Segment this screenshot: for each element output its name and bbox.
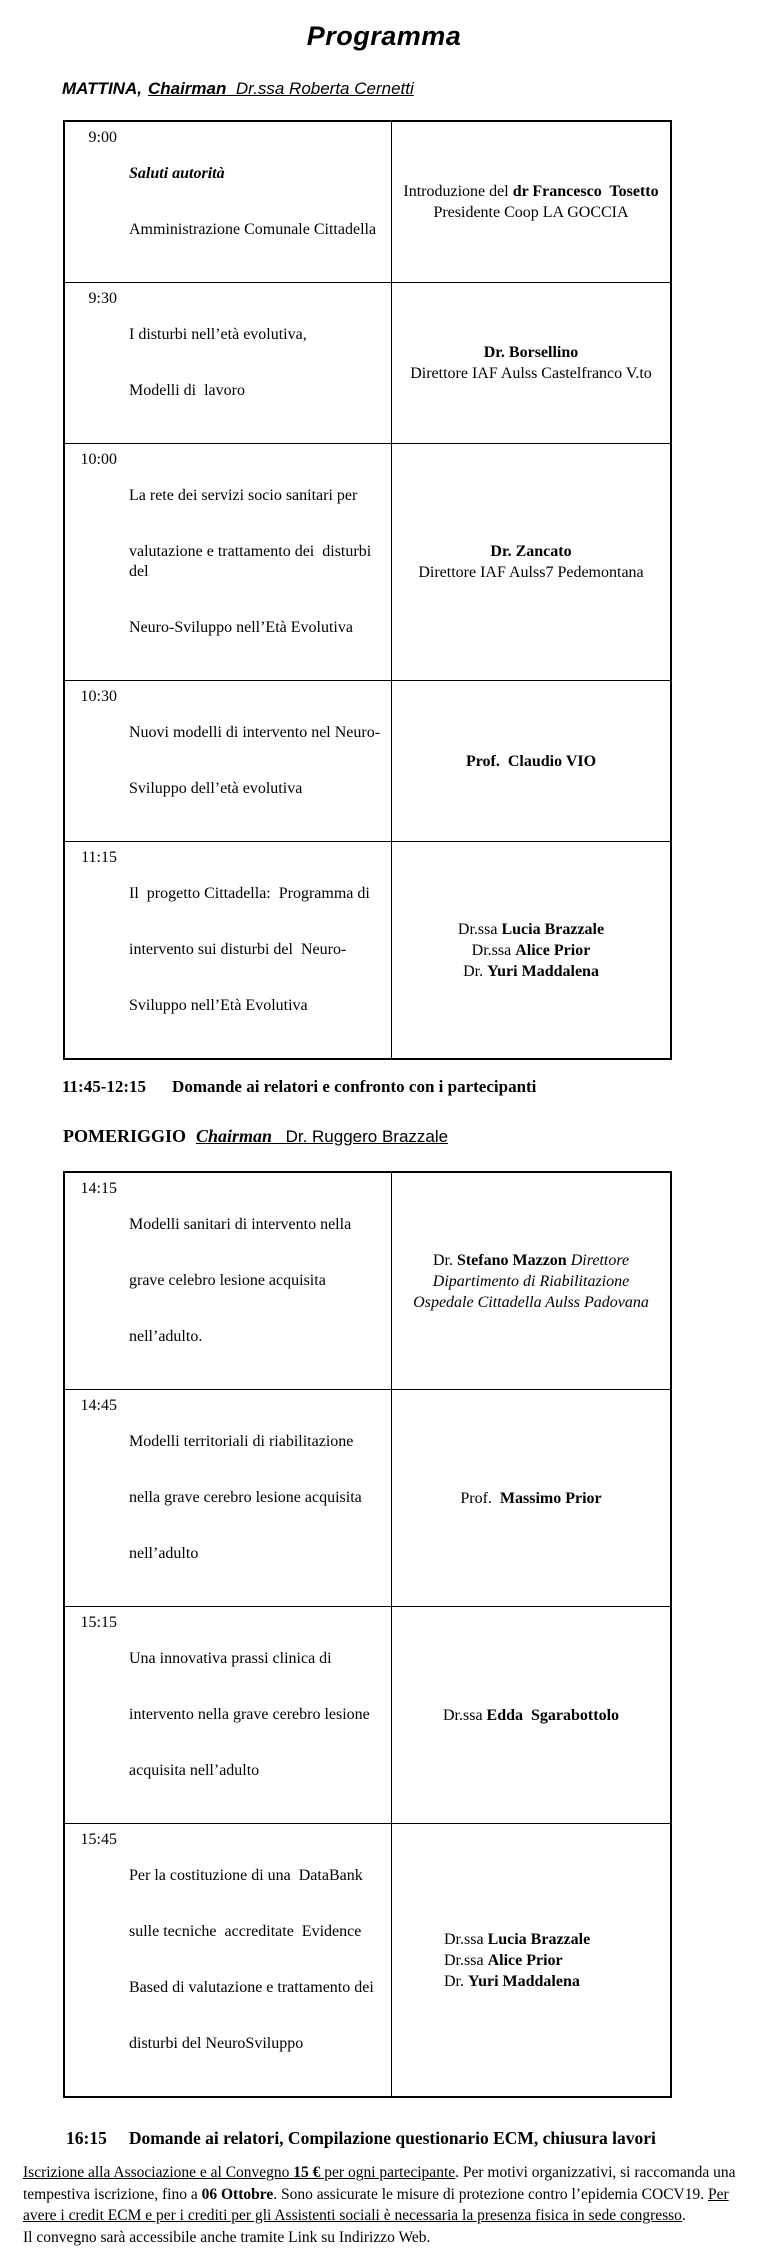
- topic-line: Sviluppo dell’età evolutiva: [129, 779, 380, 799]
- footer-notes: [23, 2162, 745, 2248]
- speaker-name: Dr. Zancato: [490, 541, 571, 562]
- topic-line: Saluti autorità: [129, 164, 376, 184]
- speaker-role: Direttore IAF Aulss7 Pedemontana: [418, 562, 643, 583]
- session-topic: [129, 1830, 374, 2090]
- afternoon-program-table: [63, 1171, 672, 2098]
- topic-line: Modelli territoriali di riabilitazione: [129, 1432, 362, 1452]
- table-row: [65, 841, 670, 1058]
- session-time: 9:00: [71, 128, 117, 148]
- session-time: 9:30: [71, 289, 117, 309]
- table-row: [65, 1823, 670, 2096]
- speaker-name: Yuri Maddalena: [487, 963, 599, 980]
- topic-line: intervento nella grave cerebro lesione: [129, 1705, 370, 1725]
- session-speaker: Dr. Stefano Mazzon Direttore Dipartimento di Riabilitazione Ospedale Cittadella Aulss Padovana: [392, 1173, 670, 1389]
- speaker-role: Presidente Coop LA GOCCIA: [433, 202, 628, 223]
- topic-line: Modelli di lavoro: [129, 381, 307, 401]
- topic-line: Per la costituzione di una DataBank: [129, 1866, 374, 1886]
- chairman-name: Dr.ssa Roberta Cernetti: [236, 79, 414, 98]
- speaker-name: Alice Prior: [515, 942, 590, 959]
- session-speaker: Prof. Massimo Prior: [392, 1390, 670, 1606]
- closing-session-note: [66, 2126, 768, 2150]
- table-row: [65, 1173, 670, 1389]
- speaker-role: Ospedale Cittadella Aulss Padovana: [413, 1292, 649, 1313]
- session-time: 11:15: [71, 848, 117, 868]
- table-row: [65, 282, 670, 443]
- session-speaker: [392, 444, 670, 680]
- topic-line: nell’adulto.: [129, 1327, 351, 1347]
- topic-line: I disturbi nell’età evolutiva,: [129, 325, 307, 345]
- session-time: 10:00: [71, 450, 117, 470]
- table-row: [65, 1389, 670, 1606]
- session-speaker: [392, 283, 670, 443]
- speaker-role: Dipartimento di Riabilitazione: [433, 1271, 629, 1292]
- session-topic: [129, 687, 380, 835]
- session-topic: [129, 128, 376, 276]
- speaker-name: Dr. Borsellino: [484, 342, 579, 363]
- afternoon-section-label: POMERIGGIO: [63, 1126, 186, 1146]
- topic-line: disturbi del NeuroSviluppo: [129, 2034, 374, 2054]
- session-time: 14:45: [71, 1396, 117, 1416]
- session-time: 15:45: [71, 1830, 117, 1850]
- speaker-name: Prof. Claudio VIO: [466, 751, 596, 772]
- session-speaker: Introduzione del dr Francesco Tosetto Presidente Coop LA GOCCIA: [392, 122, 670, 282]
- topic-line: Neuro-Sviluppo nell’Età Evolutiva: [129, 618, 387, 638]
- topic-line: Una innovativa prassi clinica di: [129, 1649, 370, 1669]
- qa-time: 11:45-12:15: [62, 1077, 146, 1096]
- topic-line: Il progetto Cittadella: Programma di: [129, 884, 370, 904]
- session-topic: [129, 289, 307, 437]
- speaker-role: Direttore IAF Aulss Castelfranco V.to: [410, 363, 652, 384]
- topic-line: sulle tecniche accreditate Evidence: [129, 1922, 374, 1942]
- topic-line: nella grave cerebro lesione acquisita: [129, 1488, 362, 1508]
- topic-line: grave celebro lesione acquisita: [129, 1271, 351, 1291]
- topic-line: nell’adulto: [129, 1544, 362, 1564]
- closing-time: 16:15: [66, 2128, 107, 2148]
- session-speaker: Dr.ssa Edda Sgarabottolo: [392, 1607, 670, 1823]
- session-time: 10:30: [71, 687, 117, 707]
- session-time: 15:15: [71, 1613, 117, 1633]
- topic-line: acquisita nell’adulto: [129, 1761, 370, 1781]
- session-speaker: [392, 681, 670, 841]
- speaker-name: dr Francesco Tosetto: [513, 183, 659, 200]
- session-speaker: Dr.ssa Lucia Brazzale Dr.ssa Alice Prior Dr. Yuri Maddalena: [392, 842, 670, 1058]
- page-title: Programma: [0, 20, 768, 52]
- qa-text: Domande ai relatori e confronto con i partecipanti: [172, 1077, 536, 1096]
- session-topic: [129, 1613, 370, 1817]
- chairman-name: Dr. Ruggero Brazzale: [286, 1127, 449, 1146]
- web-access-paragraph: Il convegno sarà accessibile anche tramite Link su Indirizzo Web.: [23, 2227, 745, 2248]
- chairman-label: Chairman: [148, 79, 226, 98]
- speaker-name: Massimo Prior: [500, 1490, 602, 1507]
- chairman-label: Chairman: [196, 1126, 272, 1146]
- speaker-name: Yuri Maddalena: [468, 1973, 580, 1990]
- speaker-name: Lucia Brazzale: [501, 921, 604, 938]
- session-topic: [129, 848, 370, 1052]
- table-row: [65, 443, 670, 680]
- speaker-name: Lucia Brazzale: [488, 1931, 591, 1948]
- morning-program-table: [63, 120, 672, 1060]
- speaker-name: Alice Prior: [488, 1952, 563, 1969]
- table-row: [65, 680, 670, 841]
- table-row: [65, 122, 670, 282]
- topic-line: intervento sui disturbi del Neuro-: [129, 940, 370, 960]
- qa-session-note: [62, 1076, 768, 1098]
- table-row: [65, 1606, 670, 1823]
- session-time: 14:15: [71, 1179, 117, 1199]
- topic-line: Amministrazione Comunale Cittadella: [129, 220, 376, 240]
- topic-line: Nuovi modelli di intervento nel Neuro-: [129, 723, 380, 743]
- topic-line: Modelli sanitari di intervento nella: [129, 1215, 351, 1235]
- topic-line: valutazione e trattamento dei disturbi del: [129, 542, 387, 582]
- session-topic: [129, 1396, 362, 1600]
- program-page: [0, 0, 768, 1024]
- morning-section-label: MATTINA,: [62, 79, 142, 98]
- registration-paragraph: Iscrizione alla Associazione e al Convegno 15 € per ogni partecipante. Per motivi organizzativi, si raccomanda una tempestiva iscrizione, fino a 06 Ottobre. Sono assicurate le misure di protezione contro l’epidemia COCV19. Per avere i credit ECM e per i crediti per gli Assistenti sociali è necessaria la presenza fisica in sede congresso.: [23, 2162, 745, 2227]
- afternoon-section-heading: [63, 1124, 768, 1149]
- session-topic: [129, 450, 387, 674]
- speaker-name: Stefano Mazzon: [457, 1252, 567, 1269]
- topic-line: Sviluppo nell’Età Evolutiva: [129, 996, 370, 1016]
- topic-line: La rete dei servizi socio sanitari per: [129, 486, 387, 506]
- session-topic: [129, 1179, 351, 1383]
- closing-text: Domande ai relatori, Compilazione questionario ECM, chiusura lavori: [129, 2128, 656, 2148]
- morning-section-heading: [62, 78, 768, 100]
- topic-line: Based di valutazione e trattamento dei: [129, 1978, 374, 1998]
- speaker-name: Edda Sgarabottolo: [487, 1707, 619, 1724]
- session-speaker: Dr.ssa Lucia Brazzale Dr.ssa Alice Prior Dr. Yuri Maddalena: [392, 1824, 670, 2096]
